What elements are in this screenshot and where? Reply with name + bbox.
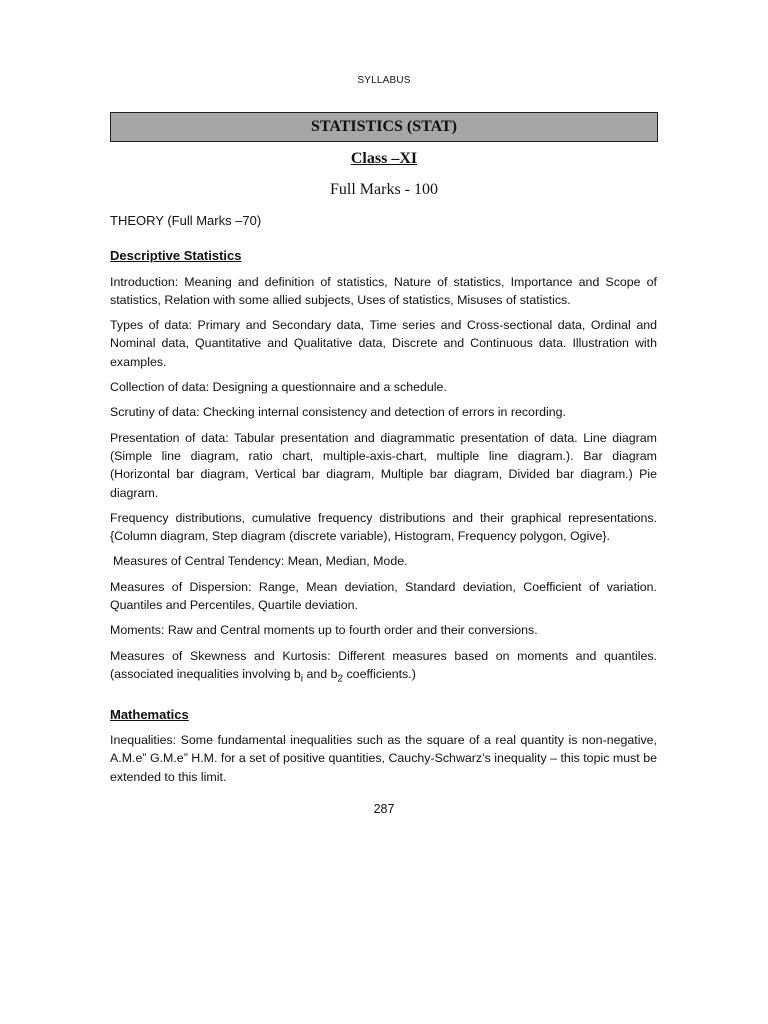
skewness-text: Measures of Skewness and Kurtosis: Different measures based on moments and quantiles. (associated inequalities involving b — [110, 648, 657, 681]
paragraph-presentation: Presentation of data: Tabular presentation and diagrammatic presentation of data. Line diagram (Simple line diagram, ratio chart, multiple-axis-chart, multiple line diagram.). Bar diagram (Horizontal bar diagram, Vertical bar diagram, Multiple bar diagram, Divided bar diagram.) Pie diagram. — [110, 430, 657, 500]
subscript-i: i — [300, 673, 304, 685]
paragraph-skewness — [110, 647, 657, 689]
running-head: SYLLABUS — [357, 75, 411, 86]
syllabus-content — [110, 212, 657, 793]
paragraph-central-tendency: Measures of Central Tendency: Mean, Median, Mode. — [113, 554, 408, 569]
page-number: 287 — [373, 802, 395, 816]
paragraph-moments: Moments: Raw and Central moments up to fourth order and their conversions. — [110, 623, 538, 638]
paragraph-inequalities: Inequalities: Some fundamental inequalities such as the square of a real quantity is non-negative, A.M.e” G.M.e” H.M. for a set of positive quantities, Cauchy-Schwarz’s inequality – this topic must be extended to this limit. — [110, 733, 657, 784]
full-marks: Full Marks - 100 — [330, 181, 438, 198]
section-heading-mathematics: Mathematics — [110, 706, 189, 722]
skewness-mid: and b — [303, 666, 338, 681]
paragraph-introduction: Introduction: Meaning and definition of statistics, Nature of statistics, Importance and Scope of statistics, Relation with some allied subjects, Uses of statistics, Misuses of statistics. — [110, 274, 657, 307]
paragraph-frequency: Frequency distributions, cumulative frequency distributions and their graphical representations. {Column diagram, Step diagram (discrete variable), Histogram, Frequency polygon, Ogive}. — [110, 510, 657, 544]
class-label: Class –XI — [350, 150, 418, 167]
document-title: STATISTICS (STAT) — [311, 118, 457, 135]
paragraph-types-of-data: Types of data: Primary and Secondary data, Time series and Cross-sectional data, Ordinal and Nominal data, Quantitative and Qualitative data, Discrete and Continuous data. Illustration with examples. — [110, 318, 657, 369]
section-heading-descriptive: Descriptive Statistics — [110, 248, 242, 264]
theory-label: THEORY (Full Marks –70) — [110, 213, 262, 228]
paragraph-scrutiny: Scrutiny of data: Checking internal consistency and detection of errors in recording. — [110, 405, 566, 420]
skewness-end: coefficients.) — [343, 666, 416, 681]
paragraph-dispersion: Measures of Dispersion: Range, Mean deviation, Standard deviation, Coefficient of variation. Quantiles and Percentiles, Quartile deviation. — [110, 579, 657, 613]
subscript-2: 2 — [337, 673, 344, 685]
paragraph-collection: Collection of data: Designing a questionnaire and a schedule. — [110, 380, 447, 395]
section-gap — [110, 696, 657, 706]
title-banner — [110, 112, 658, 142]
